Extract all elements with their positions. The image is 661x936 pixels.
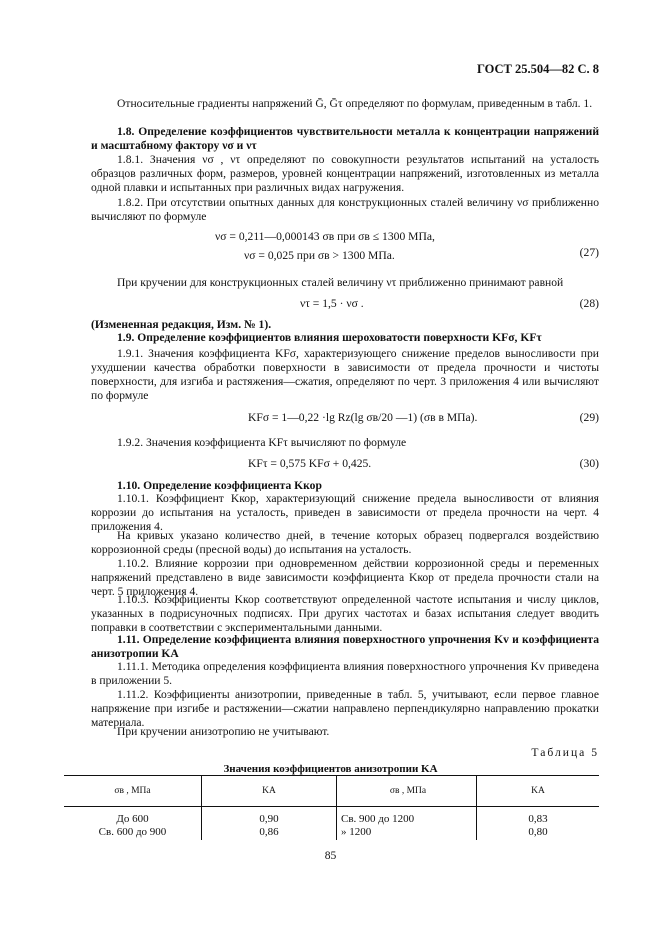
paragraph-1-9-1: 1.9.1. Значения коэффициента KFσ, характеризующего снижение пределов выносливости при ухудшении качества обработки поверхности в зависимости от предела прочности и чистоты поверхности, для изгиба и растяжения—сжатия, определяют по черт. 3 приложения 4 или вычисляют по формуле [91, 347, 599, 402]
cell-value: 0,80 [528, 826, 548, 838]
table-row [64, 807, 599, 841]
formula-28: ντ = 1,5 · νσ . [300, 297, 364, 310]
equation-number-27: (27) [579, 246, 599, 259]
equation-number-30: (30) [579, 457, 599, 470]
header-sigma-1: σв , МПа [64, 776, 202, 807]
section-1-11-title: 1.11. Определение коэффициента влияния поверхностного упрочнения Kv и коэффициента анизотропии KA [91, 633, 599, 660]
formula-27b: νσ = 0,025 при σв > 1300 МПа. [244, 249, 395, 262]
cell-sigma-2 [337, 807, 477, 841]
cell-value: 0,86 [259, 826, 279, 838]
equation-number-28: (28) [579, 297, 599, 310]
header-ka-2: KA [477, 776, 600, 807]
edit-note: (Измененная редакция, Изм. № 1). [91, 318, 272, 331]
cell-value: 0,83 [528, 813, 548, 825]
cell-value: Св. 900 до 1200 [341, 813, 415, 825]
page-number: 85 [324, 849, 337, 862]
cell-sigma-1 [64, 807, 202, 841]
page-header: ГОСТ 25.504—82 С. 8 [476, 62, 599, 76]
table-caption: Таблица 5 [531, 746, 599, 759]
paragraph-1-11-2: 1.11.2. Коэффициенты анизотропии, приведенные в табл. 5, учитывают, если первое главное напряжение при изгибе и растяжении—сжатии направлено перпендикулярно направлению прокатки материала. [91, 688, 599, 729]
paragraph-1-10-2: 1.10.2. Влияние коррозии при одновременном действии коррозионной среды и переменных напряжений представлено в виде зависимости коэффициента Kкор от предела прочности стали на черт. 5 приложения 4. [91, 557, 599, 598]
formula-27a: νσ = 0,211—0,000143 σв при σв ≤ 1300 МПа, [215, 230, 435, 243]
paragraph-gradients: Относительные градиенты напряжений Ḡ, Ḡτ определяют по формулам, приведенным в табл. 1. [117, 97, 593, 110]
section-1-8-title: 1.8. Определение коэффициентов чувствительности металла к концентрации напряжений и масштабному фактору νσ и ντ [91, 125, 599, 152]
anisotropy-table [64, 775, 599, 840]
cell-value: 0,90 [259, 813, 279, 825]
header-ka-1: KA [202, 776, 337, 807]
table-header-row [64, 776, 599, 807]
section-1-9-title: 1.9. Определение коэффициентов влияния шероховатости поверхности KFσ, KFτ [117, 331, 542, 344]
paragraph-1-8-2: 1.8.2. При отсутствии опытных данных для конструкционных сталей величину νσ приближенно вычисляют по формуле [91, 196, 599, 223]
equation-number-29: (29) [579, 411, 599, 424]
paragraph-curves: На кривых указано количество дней, в течение которых образец подвергался воздействию коррозионной среды (пресной воды) до испытания на усталость. [91, 529, 599, 556]
paragraph-torsion: При кручении для конструкционных сталей величину ντ приближенно принимают равной [117, 276, 564, 289]
cell-value: До 600 [116, 813, 149, 825]
paragraph-1-9-2: 1.9.2. Значения коэффициента KFτ вычисляют по формуле [117, 436, 407, 449]
cell-value: » 1200 [341, 826, 372, 838]
cell-ka-1 [202, 807, 337, 841]
table-title: Значения коэффициентов анизотропии KA [223, 763, 438, 775]
paragraph-anisotropy: При кручении анизотропию не учитывают. [117, 725, 330, 738]
paragraph-1-11-1: 1.11.1. Методика определения коэффициента влияния поверхностного упрочнения Kv приведена в приложении 5. [91, 660, 599, 687]
section-1-10-title: 1.10. Определение коэффициента Kкор [117, 479, 322, 492]
formula-30: KFτ = 0,575 KFσ + 0,425. [248, 457, 372, 470]
cell-ka-2 [477, 807, 600, 841]
formula-29: KFσ = 1—0,22 ·lg Rz(lg σв/20 —1) (σв в МПа). [248, 411, 478, 424]
paragraph-1-8-1: 1.8.1. Значения νσ , ντ определяют по совокупности результатов испытаний на усталость образцов различных форм, размеров, уровней концентрации напряжений, изготовленных из металла одной плавки и испытанных при различных видах нагружения. [91, 153, 599, 194]
cell-value: Св. 600 до 900 [98, 826, 167, 838]
paragraph-1-10-3: 1.10.3. Коэффициенты Kкор соответствуют определенной частоте испытания и числу циклов, указанных в подрисуночных подписях. При других частотах и базах испытания следует вводить поправки в соответствии с экспериментальными данными. [91, 593, 599, 634]
paragraph-1-10-1: 1.10.1. Коэффициент Kкор, характеризующий снижение предела выносливости от влияния коррозии до испытания на усталость, приведен в зависимости от предела прочности на черт. 4 приложения 4. [91, 492, 599, 533]
header-sigma-2: σв , МПа [337, 776, 477, 807]
